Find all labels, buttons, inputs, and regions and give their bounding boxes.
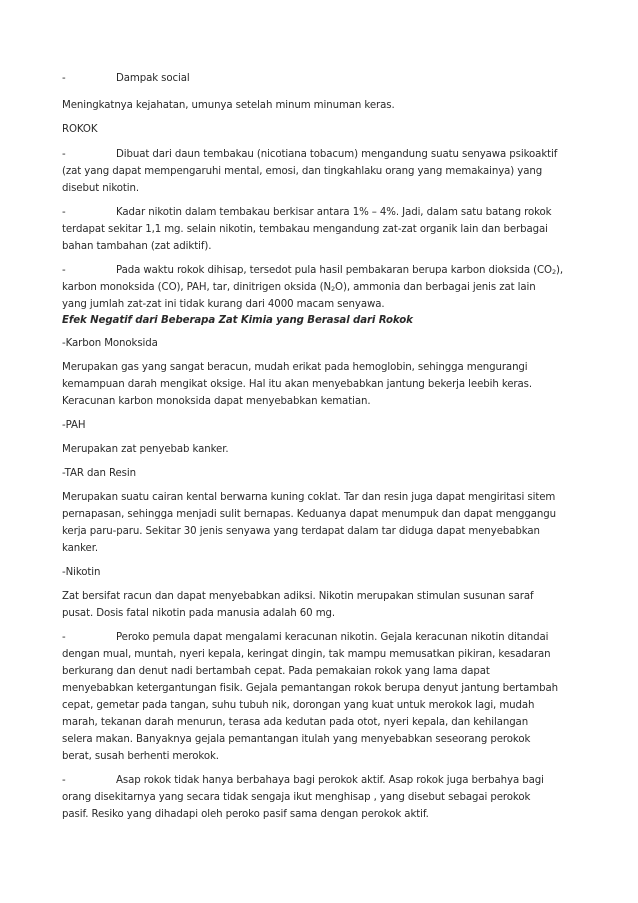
text-line <box>62 646 582 664</box>
line-text: berat, susah berhenti merokok. <box>62 751 219 762</box>
text-line <box>62 359 582 377</box>
text-line <box>62 680 582 698</box>
text-line <box>62 629 582 647</box>
text-line <box>62 697 582 715</box>
line-text: Zat bersifat racun dan dapat menyebabkan adiksi. Nikotin merupakan stimulan susunan saraf <box>62 591 534 602</box>
line-text: Asap rokok tidak hanya berbahaya bagi perokok aktif. Asap rokok juga berbahya bagi <box>116 775 544 786</box>
line-text: Kadar nikotin dalam tembakau berkisar antara 1% – 4%. Jadi, dalam satu batang rokok <box>116 207 552 218</box>
text-line <box>62 806 582 824</box>
text-line <box>62 262 582 280</box>
text-line <box>62 605 582 623</box>
text-line <box>62 376 582 394</box>
line-text: kerja paru-paru. Sekitar 30 jenis senyawa yang terdapat dalam tar diduga dapat menyebabkan <box>62 526 540 537</box>
bullet-dash: - <box>62 73 66 84</box>
line-text: kanker. <box>62 543 99 554</box>
text-line <box>62 523 582 541</box>
text-line <box>62 663 582 681</box>
text-line <box>62 540 582 558</box>
bullet-dash: - <box>62 265 66 276</box>
subscript: 2 <box>551 268 557 276</box>
line-text: Peroko pemula dapat mengalami keracunan nikotin. Gejala keracunan nikotin ditandai <box>116 632 549 643</box>
text-line <box>62 714 582 732</box>
text-line <box>62 335 582 353</box>
line-text: Efek Negatif dari Beberapa Zat Kimia yang Berasal dari Rokok <box>62 315 413 326</box>
line-text: ROKOK <box>62 124 98 135</box>
line-text: Pada waktu rokok dihisap, tersedot pula hasil pembakaran berupa karbon dioksida (CO <box>116 265 552 276</box>
line-text: pernapasan, sehingga menjadi sulit bernapas. Keduanya dapat menumpuk dan dapat menggangu <box>62 509 556 520</box>
line-text: disebut nikotin. <box>62 183 140 194</box>
subscript: 2 <box>330 285 336 293</box>
line-text: terdapat sekitar 1,1 mg. selain nikotin, tembakau mengandung zat-zat organik lain dan berbagai <box>62 224 548 235</box>
text-line <box>62 772 582 790</box>
text-line <box>62 506 582 524</box>
line-text-tail: ), <box>556 265 564 276</box>
line-text: karbon monoksida (CO), PAH, tar, dinitrigen oksida (N <box>62 282 331 293</box>
text-line <box>62 238 582 256</box>
text-line <box>62 789 582 807</box>
text-line <box>62 465 582 483</box>
bullet-dash: - <box>62 207 66 218</box>
line-text: Dibuat dari daun tembakau (nicotiana tobacum) mengandung suatu senyawa psikoaktif <box>116 149 558 160</box>
line-text: selera makan. Banyaknya gejala pemantangan itulah yang menyebabkan seseorang perokok <box>62 734 531 745</box>
text-line <box>62 121 582 139</box>
line-text: -Karbon Monoksida <box>62 338 158 349</box>
text-line <box>62 146 582 164</box>
line-text: (zat yang dapat mempengaruhi mental, emosi, dan tingkahlaku orang yang memakainya) yang <box>62 166 543 177</box>
text-line <box>62 70 582 88</box>
line-text: kemampuan darah mengikat oksige. Hal itu akan menyebabkan jantung bekerja leebih keras. <box>62 379 533 390</box>
text-line <box>62 489 582 507</box>
line-text: pusat. Dosis fatal nikotin pada manusia adalah 60 mg. <box>62 608 336 619</box>
text-line <box>62 393 582 411</box>
line-text: orang disekitarnya yang secara tidak sengaja ikut menghisap , yang disebut sebagai perokok <box>62 792 531 803</box>
line-text: Meningkatnya kejahatan, umunya setelah minum minuman keras. <box>62 100 395 111</box>
line-text: -Nikotin <box>62 567 101 578</box>
line-text: dengan mual, muntah, nyeri kepala, keringat dingin, tak mampu memusatkan pikiran, kesadaran <box>62 649 551 660</box>
section-heading <box>62 312 582 330</box>
bullet-dash: - <box>62 149 66 160</box>
line-text: marah, tekanan darah menurun, terasa ada kedutan pada otot, nyeri kepala, dan kehilangan <box>62 717 529 728</box>
text-line <box>62 279 582 297</box>
text-line <box>62 204 582 222</box>
text-line <box>62 163 582 181</box>
text-line <box>62 221 582 239</box>
text-line <box>62 417 582 435</box>
line-text: menyebabkan ketergantungan fisik. Gejala pemantangan rokok berupa denyut jantung bertambah <box>62 683 559 694</box>
line-text-tail: O), ammonia dan berbagai jenis zat lain <box>335 282 536 293</box>
text-line <box>62 97 582 115</box>
line-text: Merupakan suatu cairan kental berwarna kuning coklat. Tar dan resin juga dapat mengiritasi sitem <box>62 492 556 503</box>
text-line <box>62 564 582 582</box>
text-line <box>62 180 582 198</box>
line-text: cepat, gemetar pada tangan, suhu tubuh nik, dorongan yang kuat untuk merokok lagi, mudah <box>62 700 535 711</box>
bullet-dash: - <box>62 775 66 786</box>
line-text: Dampak social <box>116 73 190 84</box>
text-line <box>62 441 582 459</box>
line-text: -PAH <box>62 420 86 431</box>
line-text: bahan tambahan (zat adiktif). <box>62 241 212 252</box>
text-line <box>62 748 582 766</box>
line-text: Keracunan karbon monoksida dapat menyebabkan kematian. <box>62 396 371 407</box>
line-text: berkurang dan denut nadi bertambah cepat. Pada pemakaian rokok yang lama dapat <box>62 666 490 677</box>
text-line <box>62 731 582 749</box>
line-text: -TAR dan Resin <box>62 468 136 479</box>
bullet-dash: - <box>62 632 66 643</box>
line-text: yang jumlah zat-zat ini tidak kurang dari 4000 macam senyawa. <box>62 299 385 310</box>
line-text: Merupakan gas yang sangat beracun, mudah erikat pada hemoglobin, sehingga mengurangi <box>62 362 528 373</box>
line-text: Merupakan zat penyebab kanker. <box>62 444 229 455</box>
line-text: pasif. Resiko yang dihadapi oleh peroko pasif sama dengan perokok aktif. <box>62 809 429 820</box>
text-line <box>62 588 582 606</box>
